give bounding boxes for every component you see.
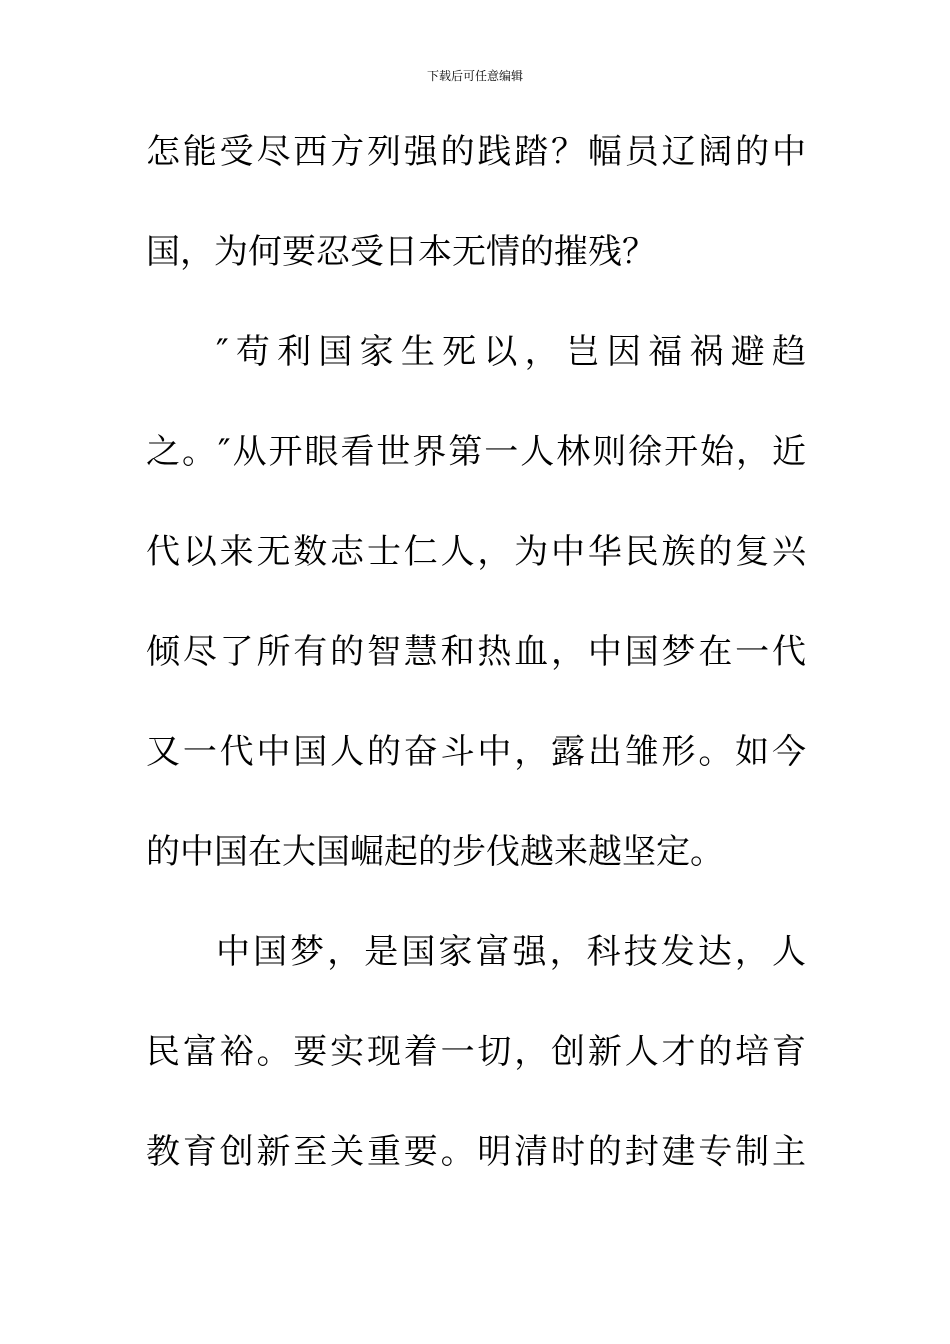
text-line-10: 民富裕。要实现着一切，创新人才的培育 [146, 1032, 806, 1072]
text-line-4: 之。″从开眼看世界第一人林则徐开始，近 [146, 432, 806, 472]
page-header: 下载后可任意编辑 [426, 69, 523, 83]
text-line-6: 倾尽了所有的智慧和热血，中国梦在一代 [146, 632, 806, 672]
text-line-8: 的中国在大国崛起的步伐越来越坚定。 [146, 832, 724, 872]
text-line-1: 怎能受尽西方列强的践踏？幅员辽阔的中 [146, 132, 806, 172]
text-line-3: ″苟利国家生死以，岂因福祸避趋 [216, 332, 806, 372]
text-line-5: 代以来无数志士仁人，为中华民族的复兴 [146, 532, 806, 572]
text-line-7: 又一代中国人的奋斗中，露出雏形。如今 [146, 732, 806, 772]
text-line-9: 中国梦，是国家富强，科技发达，人 [216, 932, 806, 972]
text-line-11: 教育创新至关重要。明清时的封建专制主 [146, 1132, 806, 1172]
text-line-2: 国，为何要忍受日本无情的摧残？ [146, 232, 656, 272]
